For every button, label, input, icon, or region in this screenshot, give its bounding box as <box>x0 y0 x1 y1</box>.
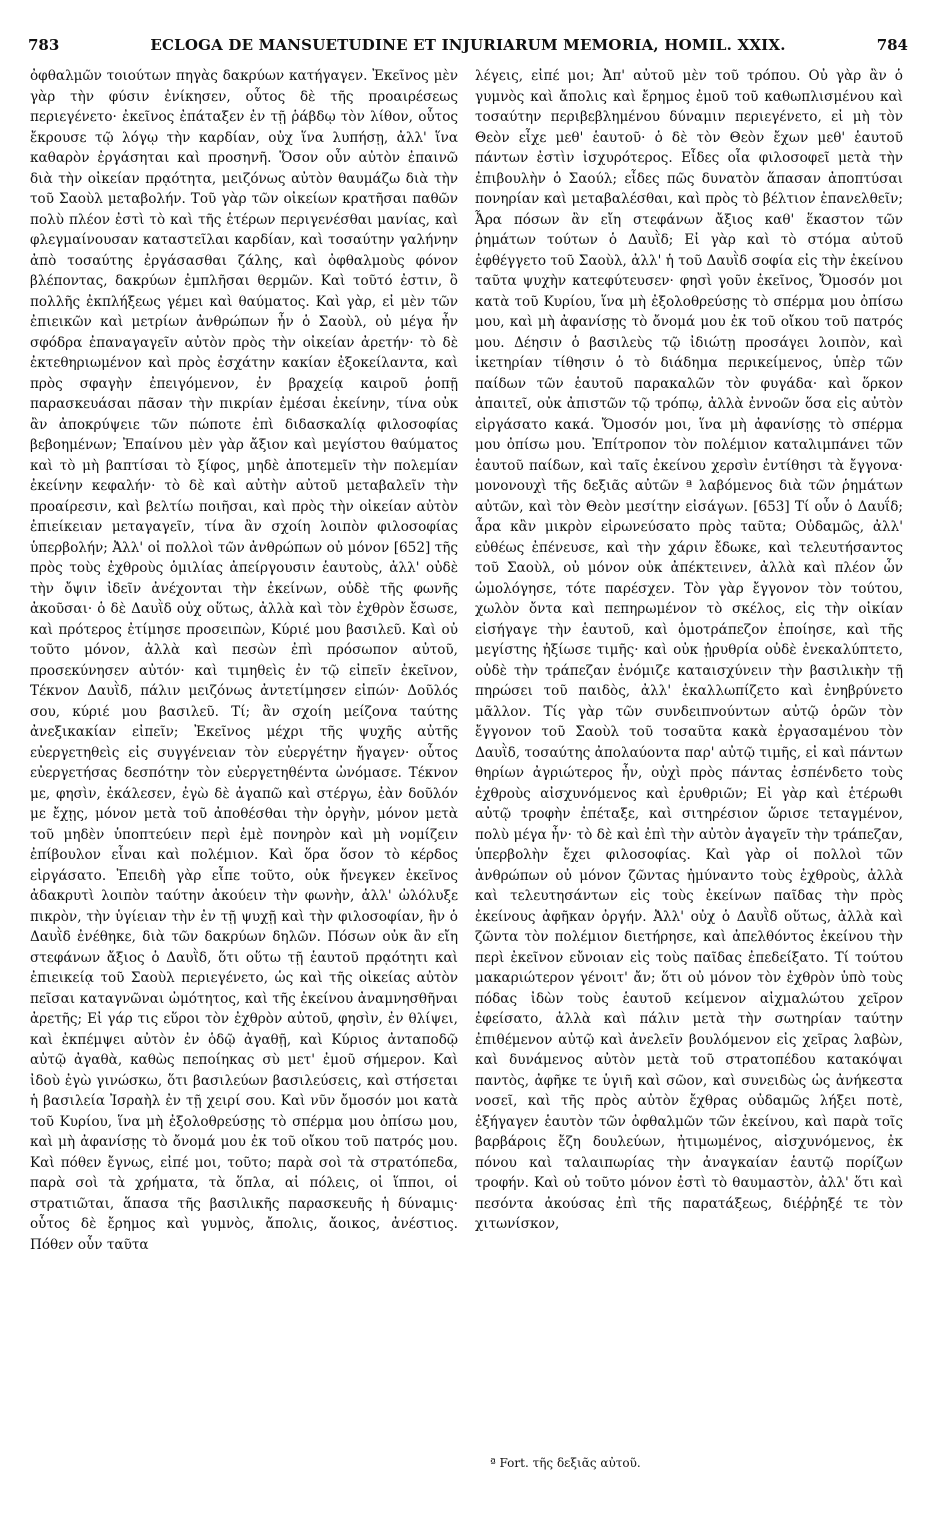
page-number-left: 783 <box>28 36 60 54</box>
footnote: ª Fort. τῆς δεξιᾶς αὐτοῦ. <box>490 1456 641 1470</box>
left-column-text: ὀφθαλμῶν τοιούτων πηγὰς δακρύων κατήγαγεν. Ἐκεῖνος μὲν γὰρ τὴν φύσιν ἐνίκησεν, οὗτος δὲ τῆς προαιρέσεως περιεγένετο· ἐκεῖνος ἐπάταξεν ἐν τῇ ῥάβδῳ τὸν λίθον, οὗτος ἔκρουσε τῷ λόγῳ τὴν καρδίαν, οὐχ ἵνα λυπήσῃ, ἀλλ' ἵνα καθαρὸν ἐργάσηται καὶ προσηνῆ. Ὅσον οὖν αὐτὸν ἐπαινῶ διὰ τὴν οἰκείαν πρᾳότητα, μειζόνως αὐτὸν θαυμάζω διὰ τὴν τοῦ Σαοὺλ μεταβολήν. Τοῦ γὰρ τῶν οἰκείων κρατῆσαι παθῶν πολὺ πλέον ἐστὶ τὸ καὶ τῆς ἑτέρων περιγενέσθαι μανίας, καὶ φλεγμαίνουσαν καταστεῖλαι καρδίαν, καὶ τοσαύτην γαλήνην ἀπὸ τοσαύτης ἐργάσασθαι ζάλης, καὶ ὀφθαλμοὺς φόνον βλέποντας, δακρύων ἐμπλῆσαι θερμῶν. Καὶ τοῦτό ἐστιν, ὃ πολλῆς ἐκπλήξεως γέμει καὶ θαύματος. Καὶ γὰρ, εἰ μὲν τῶν ἐπιεικῶν καὶ μετρίων ἀνθρώπων ἦν ὁ Σαοὺλ, οὐ μέγα ἦν σφόδρα ἐπαναγαγεῖν αὐτὸν πρὸς τὴν οἰκείαν ἀρετήν· τὸ δὲ ἐκτεθηριωμένον καὶ πρὸς ἐσχάτην κακίαν ἐξοκείλαντα, καὶ πρὸς σφαγὴν ἐπειγόμενον, ἐν βραχείᾳ καιροῦ ῥοπῇ παρασκευάσαι πᾶσαν τὴν πικρίαν ἐμέσαι ἐκείνην, τίνα οὐκ ἂν ἀποκρύψειε τῶν πώποτε ἐπὶ διδασκαλίᾳ φιλοσοφίας βεβοημένων; Ἐπαίνου μὲν γὰρ ἄξιον καὶ μεγίστου θαύματος καὶ τὸ μὴ βαπτίσαι τὸ ξίφος, μηδὲ ἀποτεμεῖν τὴν πολεμίαν ἐκείνην κεφαλήν· τὸ δὲ καὶ αὐτὴν αὐτοῦ μεταβαλεῖν τὴν προαίρεσιν, καὶ βελτίω ποιῆσαι, καὶ πρὸς τὴν οἰκείαν αὐτὸν ἐπιείκειαν μεταγαγεῖν, τίνα ἂν σχοίη λοιπὸν φιλοσοφίας ὑπερβολήν; Ἀλλ' οἱ πολλοὶ τῶν ἀνθρώπων οὐ μόνον [652] τῆς πρὸς τοὺς ἐχθροὺς ὁμιλίας ἀπείργουσιν ἑαυτοὺς, ἀλλ' οὐδὲ τὴν ὄψιν ἰδεῖν ἀνέχονται τὴν ἐκείνων, οὐδὲ τῆς φωνῆς ἀκοῦσαι· ὁ δὲ Δαυῒδ οὐχ οὕτως, ἀλλὰ καὶ τὸν ἐχθρὸν ἔσωσε, καὶ πρότερος ἐτίμησε προσειπὼν, Κύριέ μου βασιλεῦ. Καὶ οὐ τοῦτο μόνον, ἀλλὰ καὶ πεσὼν ἐπὶ πρόσωπον αὐτοῦ, προσεκύνησεν αὐτόν· καὶ τιμηθεὶς ἐν τῷ εἰπεῖν ἐκεῖνον, Τέκνον Δαυῒδ, πάλιν μειζόνως ἀντετίμησεν εἰπών· Δοῦλός σου, κύριέ μου βασιλεῦ. Τί; ἂν σχοίη μείζονα ταύτης ἀνεξικακίαν εἰπεῖν; Ἐκεῖνος μέχρι τῆς ψυχῆς αὐτῆς εὐεργετηθεὶς εἰς συγγένειαν τὸν εὐεργέτην ἤγαγεν· οὗτος εὐεργετήσας δεσπότην τὸν εὐεργετηθέντα ὠνόμασε. Τέκνον με, φησὶν, ἐκάλεσεν, ἐγὼ δὲ ἀγαπῶ καὶ στέργω, ἐὰν δοῦλόν με ἔχῃς, μόνον μετὰ τοῦ ἀποθέσθαι τὴν ὀργὴν, μόνον μετὰ τοῦ μηδὲν ὑποπτεύειν περὶ ἐμὲ πονηρὸν καὶ μὴ νομίζειν ἐπίβουλον εἶναι καὶ πολέμιον. Καὶ ὅρα ὅσον τὸ κέρδος εἰργάσατο. Ἐπειδὴ γὰρ εἶπε τοῦτο, οὐκ ἤνεγκεν ἐκεῖνος ἀδακρυτὶ λοιπὸν ταύτην ἀκούειν τὴν φωνὴν, ἀλλ' ὠλόλυξε πικρὸν, τὴν ὑγίειαν τὴν ἐν τῇ ψυχῇ καὶ τὴν φιλοσοφίαν, ἣν ὁ Δαυῒδ ἐνέθηκε, διὰ τῶν δακρύων δηλῶν. Πόσων οὐκ ἂν εἴη στεφάνων ἄξιος ὁ Δαυῒδ, ὅτι οὕτω τῇ ἑαυτοῦ πρᾳότητι καὶ ἐπιεικείᾳ τοῦ Σαοὺλ περιεγένετο, ὡς καὶ τῆς οἰκείας αὐτὸν πεῖσαι καταγνῶναι ὠμότητος, καὶ τῆς ἐκείνου ἀναμνησθῆναι ἀρετῆς; Εἰ γάρ τις εὕροι τὸν ἐχθρὸν αὐτοῦ, φησὶν, ἐν θλίψει, καὶ ἐκπέμψει αὐτὸν ἐν ὁδῷ ἀγαθῇ, καὶ Κύριος ἀνταποδῷ αὐτῷ ἀγαθὰ, καθὼς πεποίηκας σὺ μετ' ἐμοῦ σήμερον. Καὶ ἰδοὺ ἐγὼ γινώσκω, ὅτι βασιλεύων βασιλεύσεις, καὶ στήσεται ἡ βασιλεία Ἰσραὴλ ἐν τῇ χειρί σου. Καὶ νῦν ὄμοσόν μοι κατὰ τοῦ Κυρίου, ἵνα μὴ ἐξολοθρεύσῃς τὸ σπέρμα μου ὀπίσω μου, καὶ μὴ ἀφανίσῃς τὸ ὄνομά μου ἐκ τοῦ οἴκου τοῦ πατρός μου. Καὶ πόθεν ἔγνως, εἰπέ μοι, τοῦτο; παρὰ σοὶ τὰ στρατόπεδα, παρὰ σοὶ τὰ χρήματα, τὰ ὅπλα, αἱ πόλεις, οἱ ἵπποι, οἱ στρατιῶται, ἅπασα τῆς βασιλικῆς παρασκευῆς ἡ δύναμις· οὗτος δὲ ἔρημος καὶ γυμνὸς, ἄπολις, ἄοικος, ἀνέστιος. Πόθεν οὖν ταῦτα <box>30 68 458 1253</box>
page-number-right: 784 <box>876 36 908 54</box>
left-column <box>30 66 458 1255</box>
right-column-text: λέγεις, εἰπέ μοι; Ἀπ' αὐτοῦ μὲν τοῦ τρόπου. Οὐ γὰρ ἂν ὁ γυμνὸς καὶ ἄπολις καὶ ἔρημος ἐμοῦ τοῦ καθωπλισμένου καὶ τοσαύτην περιβεβλημένου δύναμιν περιεγένετο, εἰ μὴ τὸν Θεὸν εἶχε μεθ' ἑαυτοῦ· ὁ δὲ τὸν Θεὸν ἔχων μεθ' ἑαυτοῦ πάντων ἐστὶν ἰσχυρότερος. Εἶδες οἷα φιλοσοφεῖ μετὰ τὴν ἐπιβουλὴν ὁ Σαούλ; εἶδες πῶς δυνατὸν ἅπασαν ἀποπτύσαι πονηρίαν καὶ μεταβαλέσθαι, καὶ πρὸς τὸ βέλτιον ἐπανελθεῖν; Ἆρα πόσων ἂν εἴη στεφάνων ἄξιος καθ' ἕκαστον τῶν ῥημάτων τούτων ὁ Δαυῒδ; Εἰ γὰρ καὶ τὸ στόμα αὐτοῦ ἐφθέγγετο τοῦ Σαοὺλ, ἀλλ' ἡ τοῦ Δαυῒδ σοφία εἰς τὴν ἐκείνου ταῦτα ψυχὴν κατεφύτευσεν· φησὶ γοῦν ἐκεῖνος, Ὄμοσόν μοι κατὰ τοῦ Κυρίου, ἵνα μὴ ἐξολοθρεύσῃς τὸ σπέρμα μου ὀπίσω μου, καὶ μὴ ἀφανίσῃς τὸ ὄνομά μου ἐκ τοῦ οἴκου τοῦ πατρός μου. Δέησιν ὁ βασιλεὺς τῷ ἰδιώτῃ προσάγει λοιπὸν, καὶ ἱκετηρίαν τίθησιν ὁ τὸ διάδημα περικείμενος, ὑπὲρ τῶν παίδων τῶν ἑαυτοῦ παρακαλῶν τὸν φυγάδα· καὶ ὅρκον ἀπαιτεῖ, οὐκ ἀπιστῶν τῷ τρόπῳ, ἀλλὰ ἐννοῶν ὅσα εἰς αὐτὸν εἰργάσατο κακά. Ὄμοσόν μοι, ἵνα μὴ ἀφανίσῃς τὸ σπέρμα μου ὀπίσω μου. Ἐπίτροπον τὸν πολέμιον καταλιμπάνει τῶν ἑαυτοῦ παίδων, καὶ ταῖς ἐκείνου χερσὶν ἐντίθησι τὰ ἔγγονα· μονονουχὶ τῆς δεξιᾶς αὐτῶν ª λαβόμενος διὰ τῶν ῥημάτων αὐτῶν, καὶ τὸν Θεὸν μεσίτην εἰσάγων. [653] Τί οὖν ὁ Δαυΐδ; ἆρα κἂν μικρὸν εἰρωνεύσατο πρὸς ταῦτα; Οὐδαμῶς, ἀλλ' εὐθέως ἐπένευσε, καὶ τὴν χάριν ἔδωκε, καὶ τελευτήσαντος τοῦ Σαοὺλ, οὐ μόνον οὐκ ἀπέκτεινεν, ἀλλὰ καὶ πλέον ὧν ὡμολόγησε, τότε παρέσχεν. Τὸν γὰρ ἔγγονον τὸν τούτου, χωλὸν ὄντα καὶ πεπηρωμένον τὸ σκέλος, εἰς τὴν οἰκίαν εἰσήγαγε τὴν ἑαυτοῦ, καὶ ὁμοτράπεζον ἐποίησε, καὶ τῆς μεγίστης ἠξίωσε τιμῆς· καὶ οὐκ ᾐρυθρία οὐδὲ ἐνεκαλύπτετο, οὐδὲ τὴν τράπεζαν ἐνόμιζε καταισχύνειν τὴν βασιλικὴν τῇ πηρώσει τοῦ παιδὸς, ἀλλ' ἐκαλλωπίζετο καὶ ἐνηβρύνετο μᾶλλον. Τίς γὰρ τῶν συνδειπνούντων αὐτῷ ὁρῶν τὸν ἔγγονον τοῦ Σαοὺλ τοῦ τοσαῦτα κακὰ ἐργασαμένου τὸν Δαυῒδ, τοσαύτης ἀπολαύοντα παρ' αὐτῷ τιμῆς, εἰ καὶ πάντων θηρίων ἀγριώτερος ἦν, οὐχὶ πρὸς πάντας ἐσπένδετο τοὺς ἐχθροὺς αἰσχυνόμενος καὶ ἐρυθριῶν; Εἰ γὰρ καὶ ἑτέρωθι αὐτῷ τροφὴν ἐπέταξε, καὶ σιτηρέσιον ὥρισε τεταγμένον, πολὺ μέγα ἦν· τὸ δὲ καὶ ἐπὶ τὴν αὐτὸν ἀγαγεῖν τὴν τράπεζαν, ὑπερβολὴν ἔχει φιλοσοφίας. Καὶ γὰρ οἱ πολλοὶ τῶν ἀνθρώπων οὐ μόνον ζῶντας ἠμύναντο τοὺς ἐχθροὺς, ἀλλὰ καὶ τελευτησάντων εἰς τοὺς ἐκείνων παῖδας τὴν πρὸς ἐκείνους ἀφῆκαν ὀργήν. Ἀλλ' οὐχ ὁ Δαυῒδ οὕτως, ἀλλὰ καὶ ζῶντα τὸν πολέμιον διετήρησε, καὶ ἀπελθόντος ἐκείνου τὴν περὶ ἐκεῖνον εὔνοιαν εἰς τοὺς παῖδας ἐπεδείξατο. Τί τούτου μακαριώτερον γένοιτ' ἄν; ὅτι οὐ μόνον τὸν ἐχθρὸν ὑπὸ τοὺς πόδας ἰδὼν τοὺς ἑαυτοῦ κείμενον αἰχμαλώτου χεῖρον ἐφείσατο, ἀλλὰ καὶ πάλιν μετὰ τὴν σωτηρίαν ταύτην ἐπιθέμενον αὐτῷ καὶ ἀνελεῖν βουλόμενον εἰς χεῖρας λαβὼν, καὶ δυνάμενος αὐτὸν μετὰ τοῦ στρατοπέδου κατακόψαι παντὸς, ἀφῆκε τε ὑγιῆ καὶ σῶον, καὶ συνειδὼς ὡς ἀνήκεστα νοσεῖ, καὶ τῆς πρὸς αὐτὸν ἔχθρας οὐδαμῶς λήξει ποτὲ, ἐξήγαγεν ἑαυτὸν τῶν ὀφθαλμῶν τῶν ἐκείνου, καὶ παρὰ τοῖς βαρβάροις ἔζη δουλεύων, ἠτιμωμένος, αἰσχυνόμενος, ἐκ πόνου καὶ ταλαιπωρίας τὴν ἀναγκαίαν ἑαυτῷ πορίζων τροφήν. Καὶ οὐ τοῦτο μόνον ἐστὶ τὸ θαυμαστὸν, ἀλλ' ὅτι καὶ πεσόντα ἀκούσας ἐπὶ τῆς παρατάξεως, διέῤῥηξέ τε τὸν χιτωνίσκον, <box>475 68 903 1232</box>
right-column <box>475 66 903 1235</box>
running-title: ECLOGA DE MANSUETUDINE ET INJURIARUM MEMORIA, HOMIL. XXIX. <box>150 36 786 54</box>
running-header <box>28 36 908 60</box>
